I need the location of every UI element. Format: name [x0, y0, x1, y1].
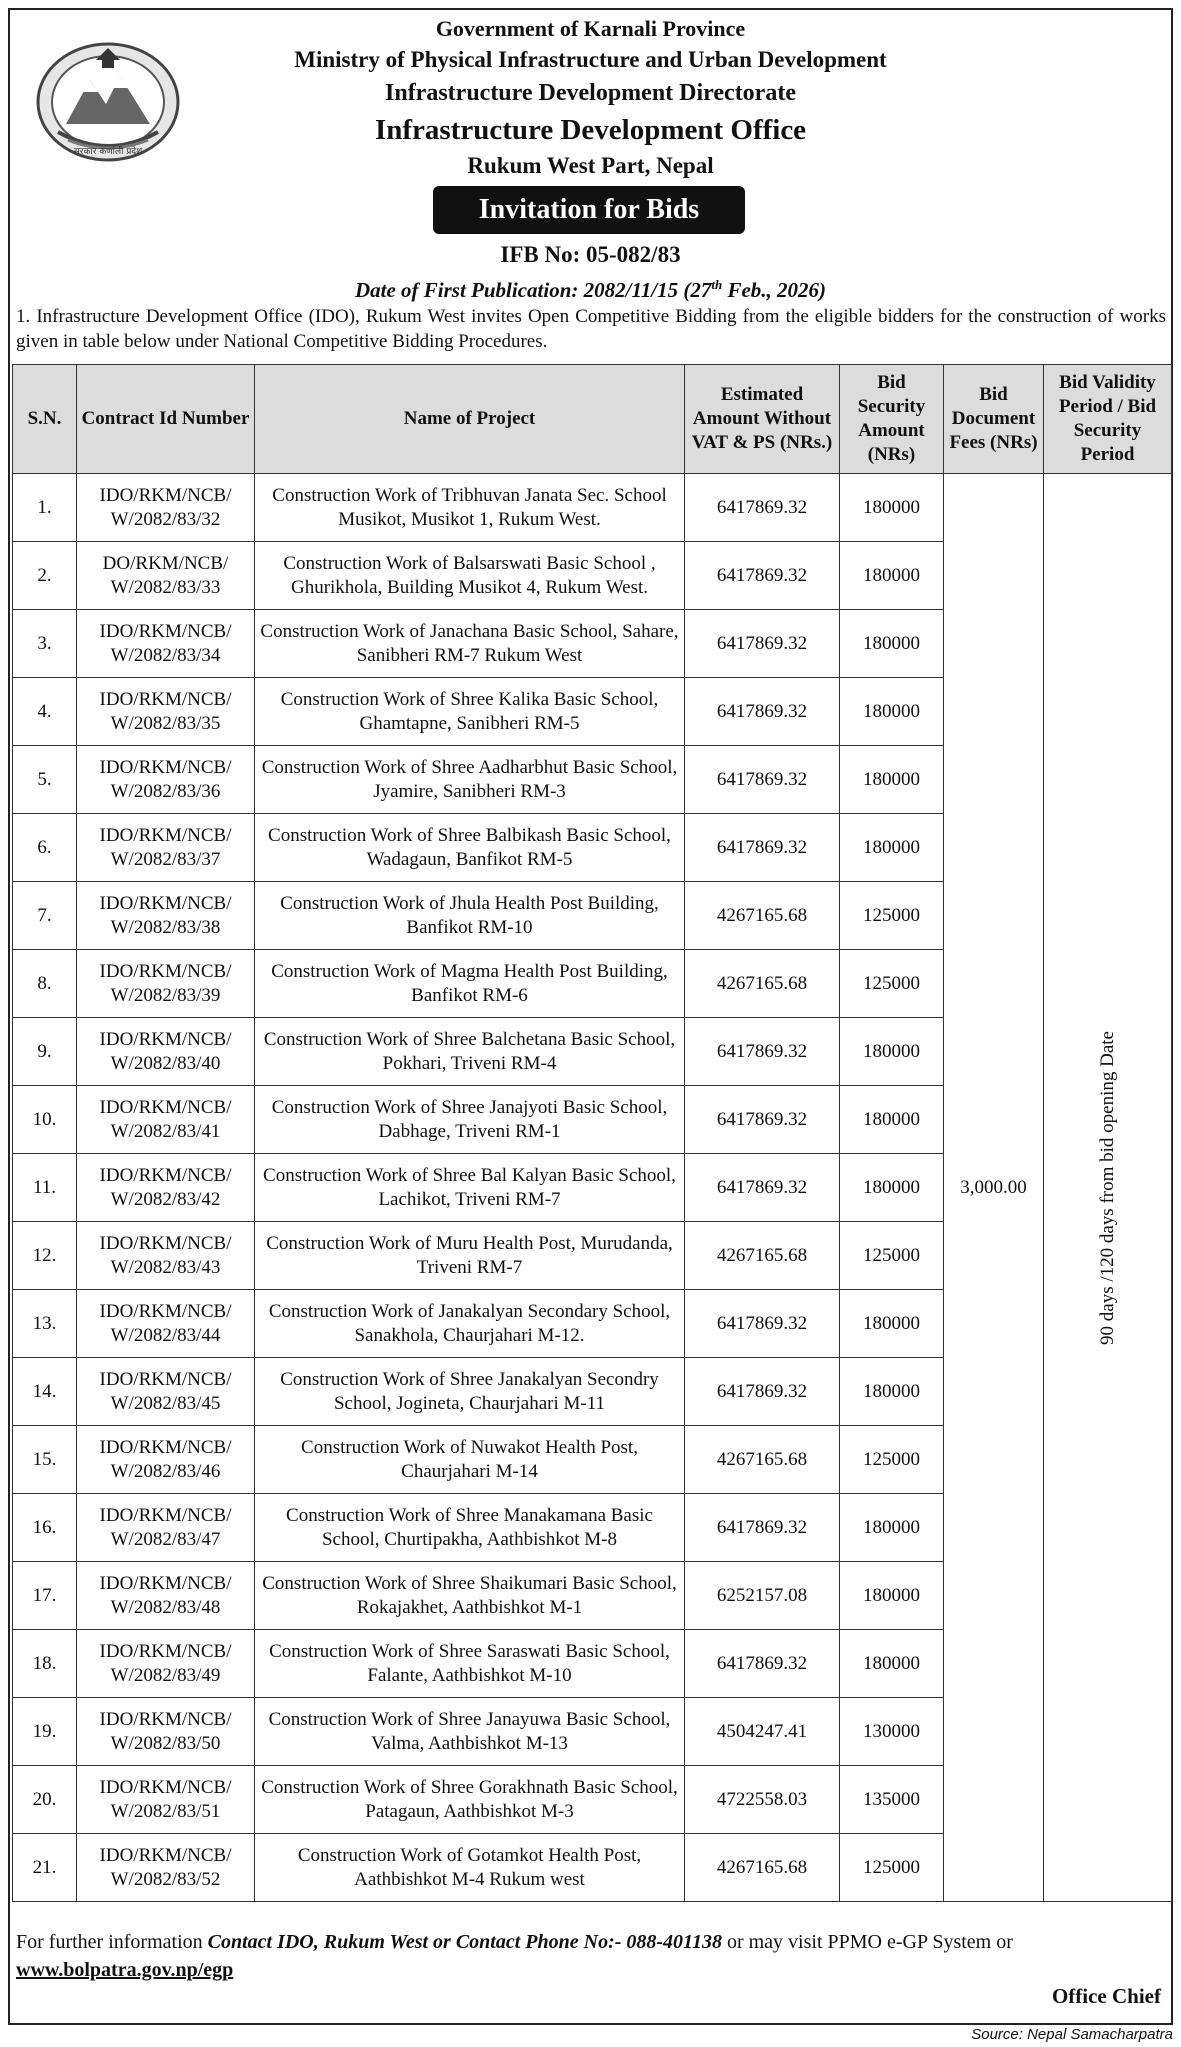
row-contract-id: IDO/RKM/NCB/ W/2082/83/45: [77, 1358, 255, 1426]
row-contract-id: IDO/RKM/NCB/ W/2082/83/39: [77, 950, 255, 1018]
row-sn: 13.: [13, 1290, 77, 1358]
row-project-name: Construction Work of Shree Manakamana Basic School, Churtipakha, Aathbishkot M-8: [255, 1494, 685, 1562]
validity-period-text: 90 days /120 days from bid opening Date: [1096, 1030, 1118, 1345]
contact-details: Contact IDO, Rukum West or Contact Phone No:- 088-401138: [207, 1931, 722, 1953]
table-header-row: [13, 365, 1172, 474]
row-estimated-amount: 6417869.32: [685, 1018, 840, 1086]
row-estimated-amount: 6417869.32: [685, 746, 840, 814]
row-bid-security: 130000: [840, 1698, 944, 1766]
egp-link[interactable]: www.bolpatra.gov.np/egp: [16, 1959, 234, 1981]
row-sn: 9.: [13, 1018, 77, 1086]
row-bid-security: 180000: [840, 1630, 944, 1698]
ministry-name: Ministry of Physical Infrastructure and Urban Development: [294, 47, 887, 72]
row-estimated-amount: 6417869.32: [685, 1358, 840, 1426]
letterhead: [0, 14, 1181, 182]
row-contract-id: IDO/RKM/NCB/ W/2082/83/40: [77, 1018, 255, 1086]
row-contract-id: DO/RKM/NCB/ W/2082/83/33: [77, 542, 255, 610]
row-estimated-amount: 6417869.32: [685, 474, 840, 542]
row-estimated-amount: 4267165.68: [685, 950, 840, 1018]
row-bid-security: 180000: [840, 1086, 944, 1154]
row-sn: 2.: [13, 542, 77, 610]
row-bid-security: 125000: [840, 1834, 944, 1902]
row-sn: 10.: [13, 1086, 77, 1154]
row-sn: 15.: [13, 1426, 77, 1494]
row-bid-security: 180000: [840, 814, 944, 882]
government-name: Government of Karnali Province: [435, 16, 746, 41]
row-contract-id: IDO/RKM/NCB/ W/2082/83/44: [77, 1290, 255, 1358]
row-sn: 5.: [13, 746, 77, 814]
row-estimated-amount: 4504247.41: [685, 1698, 840, 1766]
row-project-name: Construction Work of Gotamkot Health Post, Aathbishkot M-4 Rukum west: [255, 1834, 685, 1902]
row-sn: 3.: [13, 610, 77, 678]
row-estimated-amount: 4267165.68: [685, 1426, 840, 1494]
office-location: Rukum West Part, Nepal: [467, 153, 714, 178]
row-project-name: Construction Work of Shree Janayuwa Basic School, Valma, Aathbishkot M-13: [255, 1698, 685, 1766]
row-estimated-amount: 6417869.32: [685, 1290, 840, 1358]
row-sn: 6.: [13, 814, 77, 882]
publication-date: [0, 270, 1181, 305]
row-project-name: Construction Work of Janachana Basic School, Sahare, Sanibheri RM-7 Rukum West: [255, 610, 685, 678]
row-bid-security: 180000: [840, 474, 944, 542]
row-contract-id: IDO/RKM/NCB/ W/2082/83/47: [77, 1494, 255, 1562]
row-project-name: Construction Work of Shree Janajyoti Basic School, Dabhage, Triveni RM-1: [255, 1086, 685, 1154]
row-bid-security: 180000: [840, 1290, 944, 1358]
row-project-name: Construction Work of Balsarswati Basic School , Ghurikhola, Building Musikot 4, Rukum West.: [255, 542, 685, 610]
row-bid-security: 125000: [840, 1426, 944, 1494]
row-contract-id: IDO/RKM/NCB/ W/2082/83/50: [77, 1698, 255, 1766]
row-estimated-amount: 4267165.68: [685, 1222, 840, 1290]
row-bid-security: 180000: [840, 678, 944, 746]
row-project-name: Construction Work of Shree Balbikash Basic School, Wadagaun, Banfikot RM-5: [255, 814, 685, 882]
ifb-number: IFB No: 05-082/83: [500, 242, 681, 267]
row-project-name: Construction Work of Janakalyan Secondary School, Sanakhola, Chaurjahari M-12.: [255, 1290, 685, 1358]
row-contract-id: IDO/RKM/NCB/ W/2082/83/36: [77, 746, 255, 814]
row-sn: 17.: [13, 1562, 77, 1630]
row-sn: 21.: [13, 1834, 77, 1902]
row-project-name: Construction Work of Shree Shaikumari Basic School, Rokajakhet, Aathbishkot M-1: [255, 1562, 685, 1630]
row-bid-security: 135000: [840, 1766, 944, 1834]
row-project-name: Construction Work of Muru Health Post, Murudanda, Triveni RM-7: [255, 1222, 685, 1290]
row-contract-id: IDO/RKM/NCB/ W/2082/83/52: [77, 1834, 255, 1902]
row-contract-id: IDO/RKM/NCB/ W/2082/83/32: [77, 474, 255, 542]
row-bid-security: 180000: [840, 610, 944, 678]
row-contract-id: IDO/RKM/NCB/ W/2082/83/41: [77, 1086, 255, 1154]
header-document-fees: Bid Document Fees (NRs): [944, 365, 1044, 474]
table-body: [13, 474, 1172, 1902]
row-estimated-amount: 4267165.68: [685, 1834, 840, 1902]
header-validity-period: Bid Validity Period / Bid Security Period: [1044, 365, 1172, 474]
row-sn: 16.: [13, 1494, 77, 1562]
row-estimated-amount: 6417869.32: [685, 678, 840, 746]
row-sn: 14.: [13, 1358, 77, 1426]
row-contract-id: IDO/RKM/NCB/ W/2082/83/38: [77, 882, 255, 950]
document-fees-cell: 3,000.00: [944, 474, 1044, 1902]
svg-text:सरकार कर्णाली प्रदेश: सरकार कर्णाली प्रदेश: [73, 147, 143, 157]
row-contract-id: IDO/RKM/NCB/ W/2082/83/37: [77, 814, 255, 882]
row-project-name: Construction Work of Jhula Health Post Building, Banfikot RM-10: [255, 882, 685, 950]
row-bid-security: 125000: [840, 882, 944, 950]
row-project-name: Construction Work of Nuwakot Health Post, Chaurjahari M-14: [255, 1426, 685, 1494]
row-project-name: Construction Work of Shree Janakalyan Secondry School, Jogineta, Chaurjahari M-11: [255, 1358, 685, 1426]
bids-table: [12, 364, 1172, 1902]
info-prefix: For further information: [16, 1931, 208, 1953]
row-estimated-amount: 6417869.32: [685, 1630, 840, 1698]
office-name: Infrastructure Development Office: [374, 114, 807, 146]
row-bid-security: 180000: [840, 1018, 944, 1086]
row-estimated-amount: 6252157.08: [685, 1562, 840, 1630]
row-sn: 11.: [13, 1154, 77, 1222]
row-estimated-amount: 6417869.32: [685, 1494, 840, 1562]
row-sn: 18.: [13, 1630, 77, 1698]
row-project-name: Construction Work of Shree Balchetana Basic School, Pokhari, Triveni RM-4: [255, 1018, 685, 1086]
table-row: [13, 474, 1172, 542]
header-sn: S.N.: [13, 365, 77, 474]
header-estimated-amount: Estimated Amount Without VAT & PS (NRs.): [685, 365, 840, 474]
row-contract-id: IDO/RKM/NCB/ W/2082/83/51: [77, 1766, 255, 1834]
row-project-name: Construction Work of Magma Health Post Building, Banfikot RM-6: [255, 950, 685, 1018]
signatory: Office Chief: [1051, 1984, 1161, 2008]
header-bid-security: Bid Security Amount (NRs): [840, 365, 944, 474]
row-bid-security: 180000: [840, 1154, 944, 1222]
row-project-name: Construction Work of Shree Saraswati Basic School, Falante, Aathbishkot M-10: [255, 1630, 685, 1698]
row-estimated-amount: 4722558.03: [685, 1766, 840, 1834]
row-sn: 7.: [13, 882, 77, 950]
row-contract-id: IDO/RKM/NCB/ W/2082/83/48: [77, 1562, 255, 1630]
row-contract-id: IDO/RKM/NCB/ W/2082/83/43: [77, 1222, 255, 1290]
row-estimated-amount: 6417869.32: [685, 542, 840, 610]
row-bid-security: 125000: [840, 1222, 944, 1290]
row-sn: 20.: [13, 1766, 77, 1834]
row-bid-security: 180000: [840, 1494, 944, 1562]
row-estimated-amount: 4267165.68: [685, 882, 840, 950]
row-sn: 12.: [13, 1222, 77, 1290]
intro-paragraph: 1. Infrastructure Development Office (IDO), Rukum West invites Open Competitive Bidding from the eligible bidders for the construction of works given in table below under National Competitive Bidding Procedures.: [16, 306, 1166, 352]
info-middle: or may visit PPMO e-GP System or: [721, 1931, 1013, 1953]
notice-title: Invitation for Bids: [433, 186, 745, 234]
row-contract-id: IDO/RKM/NCB/ W/2082/83/49: [77, 1630, 255, 1698]
row-project-name: Construction Work of Shree Aadharbhut Basic School, Jyamire, Sanibheri RM-3: [255, 746, 685, 814]
row-contract-id: IDO/RKM/NCB/ W/2082/83/35: [77, 678, 255, 746]
row-estimated-amount: 6417869.32: [685, 1154, 840, 1222]
row-sn: 4.: [13, 678, 77, 746]
row-project-name: Construction Work of Shree Gorakhnath Basic School, Patagaun, Aathbishkot M-3: [255, 1766, 685, 1834]
row-contract-id: IDO/RKM/NCB/ W/2082/83/42: [77, 1154, 255, 1222]
row-bid-security: 125000: [840, 950, 944, 1018]
row-sn: 19.: [13, 1698, 77, 1766]
row-bid-security: 180000: [840, 1562, 944, 1630]
pub-date-suffix: Feb., 2026): [722, 278, 827, 302]
row-project-name: Construction Work of Tribhuvan Janata Sec. School Musikot, Musikot 1, Rukum West.: [255, 474, 685, 542]
row-estimated-amount: 6417869.32: [685, 814, 840, 882]
row-sn: 1.: [13, 474, 77, 542]
header-project-name: Name of Project: [255, 365, 685, 474]
row-estimated-amount: 6417869.32: [685, 1086, 840, 1154]
further-information: [16, 1928, 1166, 1984]
row-estimated-amount: 6417869.32: [685, 610, 840, 678]
row-project-name: Construction Work of Shree Bal Kalyan Basic School, Lachikot, Triveni RM-7: [255, 1154, 685, 1222]
row-sn: 8.: [13, 950, 77, 1018]
row-contract-id: IDO/RKM/NCB/ W/2082/83/46: [77, 1426, 255, 1494]
pub-date-prefix: Date of First Publication: 2082/11/15 (27: [354, 278, 712, 302]
header-contract-id: Contract Id Number: [77, 365, 255, 474]
pub-date-sup: th: [711, 277, 723, 292]
row-bid-security: 180000: [840, 746, 944, 814]
source-credit: Source: Nepal Samacharpatra: [971, 2026, 1173, 2043]
validity-period-cell: [1044, 474, 1172, 1902]
row-bid-security: 180000: [840, 542, 944, 610]
directorate-name: Infrastructure Development Directorate: [385, 80, 796, 106]
row-project-name: Construction Work of Shree Kalika Basic School, Ghamtapne, Sanibheri RM-5: [255, 678, 685, 746]
row-contract-id: IDO/RKM/NCB/ W/2082/83/34: [77, 610, 255, 678]
row-bid-security: 180000: [840, 1358, 944, 1426]
